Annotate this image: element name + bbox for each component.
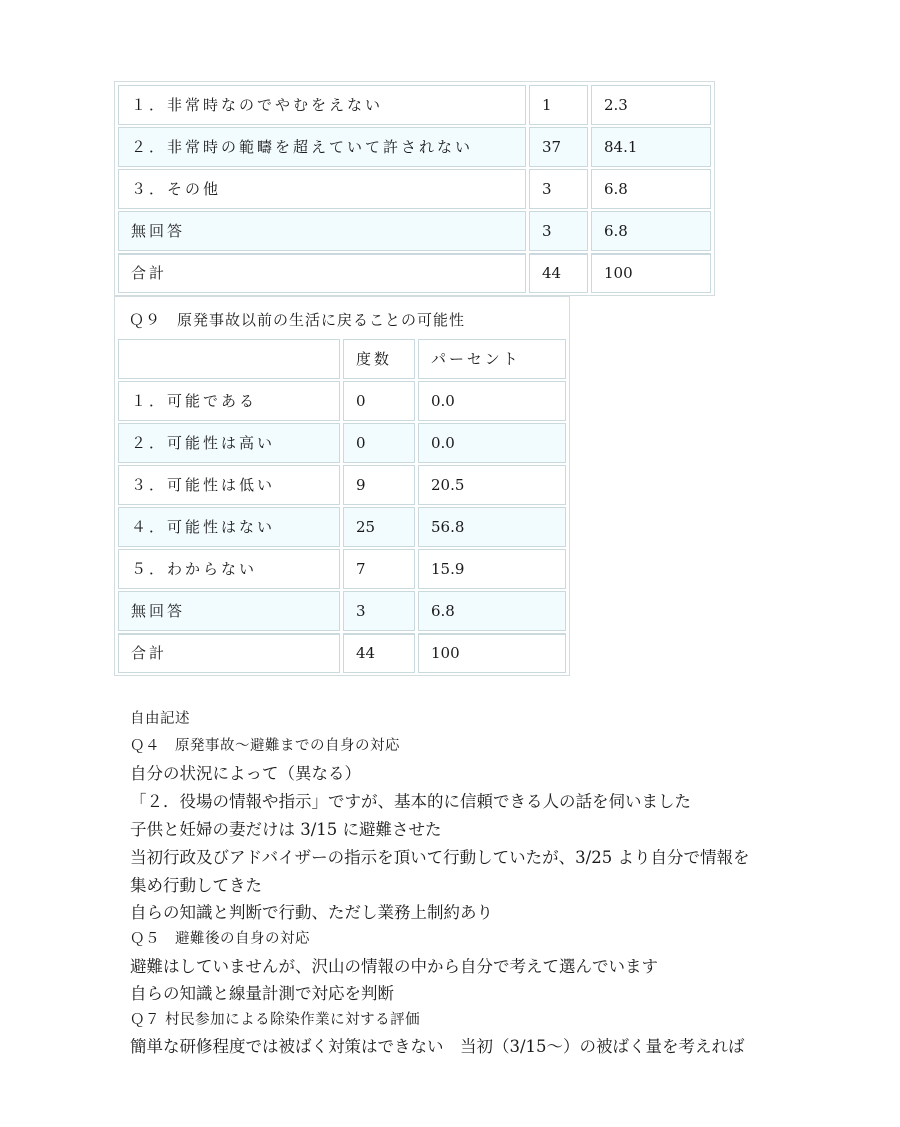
row-label: １．可能である (118, 381, 340, 421)
row-count: 3 (529, 211, 588, 251)
row-count: 7 (343, 549, 415, 589)
table-header-row (118, 339, 566, 379)
row-count: 3 (529, 169, 588, 209)
table-caption: Ｑ９ 原発事故以前の生活に戻ることの可能性 (129, 311, 466, 329)
row-count: 44 (343, 633, 415, 673)
row-count: 0 (343, 423, 415, 463)
section-heading: 自由記述 (130, 711, 190, 727)
row-percent: 2.3 (591, 85, 711, 125)
table-row (118, 381, 566, 421)
row-percent: 56.8 (418, 507, 566, 547)
response-line: 自らの知識と判断で行動、ただし業務上制約あり (130, 903, 493, 922)
row-label: ４．可能性はない (118, 507, 340, 547)
row-count: 0 (343, 381, 415, 421)
table-row (118, 507, 566, 547)
row-count: 44 (529, 253, 588, 293)
response-line: 当初行政及びアドバイザーの指示を頂いて行動していたが、3/25 より自分で情報を (130, 848, 750, 867)
row-count: 9 (343, 465, 415, 505)
table-row (118, 591, 566, 631)
table-row (118, 465, 566, 505)
row-percent: 100 (591, 253, 711, 293)
table-row (118, 549, 566, 589)
results-table-q9 (114, 296, 570, 676)
table-row (118, 169, 711, 209)
row-percent: 0.0 (418, 423, 566, 463)
question-heading: Ｑ４ 原発事故～避難までの自身の対応 (130, 738, 400, 754)
row-count: 37 (529, 127, 588, 167)
row-label: 無回答 (118, 211, 526, 251)
row-label: ３．可能性は低い (118, 465, 340, 505)
question-heading: Ｑ５ 避難後の自身の対応 (130, 931, 310, 947)
row-count: 3 (343, 591, 415, 631)
table-row (118, 127, 711, 167)
row-count: 25 (343, 507, 415, 547)
row-label: ５．わからない (118, 549, 340, 589)
header-label (118, 339, 340, 379)
response-line: 簡単な研修程度では被ばく対策はできない 当初（3/15～）の被ばく量を考えれば (130, 1037, 745, 1056)
row-label: 無回答 (118, 591, 340, 631)
row-percent: 6.8 (591, 169, 711, 209)
response-line: 集め行動してきた (130, 876, 262, 895)
row-label: ２．非常時の範疇を超えていて許されない (118, 127, 526, 167)
response-line: 自らの知識と線量計測で対応を判断 (130, 984, 394, 1003)
table-row-total (118, 253, 711, 293)
row-label: ３．その他 (118, 169, 526, 209)
header-count: 度数 (343, 339, 415, 379)
row-count: 1 (529, 85, 588, 125)
row-label: 合計 (118, 633, 340, 673)
row-percent: 20.5 (418, 465, 566, 505)
row-percent: 6.8 (418, 591, 566, 631)
results-table-1 (114, 81, 715, 296)
table-row (118, 85, 711, 125)
row-percent: 6.8 (591, 211, 711, 251)
row-label: 合計 (118, 253, 526, 293)
row-percent: 15.9 (418, 549, 566, 589)
question-heading: Ｑ７ 村民参加による除染作業に対する評価 (130, 1012, 421, 1028)
row-percent: 100 (418, 633, 566, 673)
row-percent: 0.0 (418, 381, 566, 421)
table-row (118, 211, 711, 251)
row-percent: 84.1 (591, 127, 711, 167)
table-row (118, 423, 566, 463)
response-line: 自分の状況によって（異なる） (130, 764, 361, 783)
header-percent: パーセント (418, 339, 566, 379)
response-line: 「２．役場の情報や指示」ですが、基本的に信頼できる人の話を伺いました (130, 792, 691, 811)
response-line: 避難はしていませんが、沢山の情報の中から自分で考えて選んでいます (130, 957, 658, 976)
row-label: １．非常時なのでやむをえない (118, 85, 526, 125)
row-label: ２．可能性は高い (118, 423, 340, 463)
table-row-total (118, 633, 566, 673)
response-line: 子供と妊婦の妻だけは 3/15 に避難させた (130, 820, 442, 839)
